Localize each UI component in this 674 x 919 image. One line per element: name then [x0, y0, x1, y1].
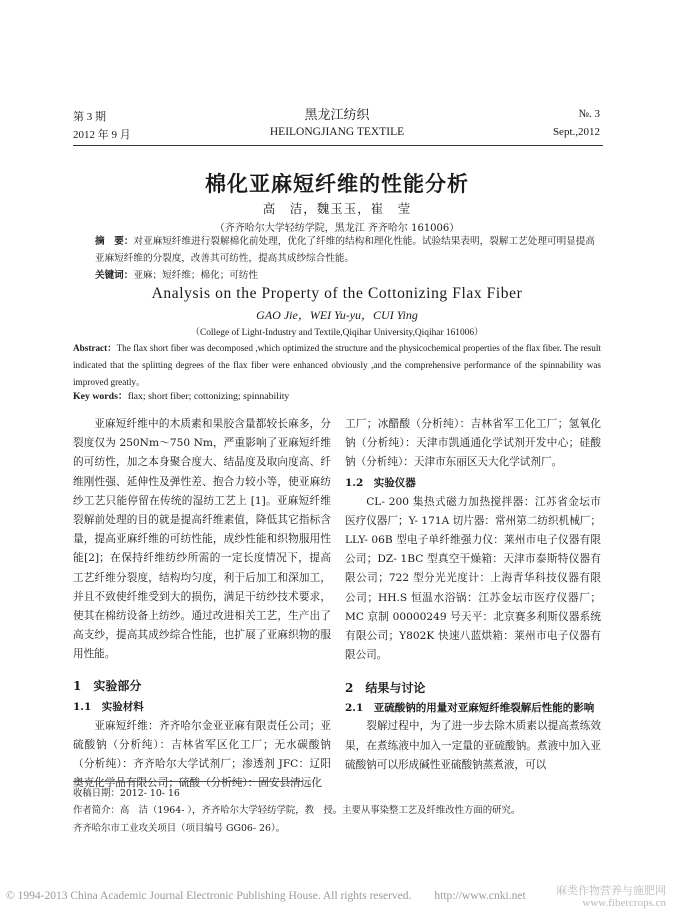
watermark-cn: 麻类作物营养与施肥网 — [556, 884, 666, 897]
keywords-cn — [95, 267, 258, 281]
section-1-1-heading: 1.1 实验材料 — [73, 700, 144, 713]
section-1-2-heading: 1.2 实验仪器 — [345, 476, 416, 489]
header-rule — [73, 145, 603, 146]
keywords-cn-label: 关键词： — [95, 270, 134, 281]
copyright-line: © 1994-2013 China Academic Journal Electronic Publishing House. All rights reserved. http://www.cnki.net — [6, 890, 526, 902]
authors-en: GAO Jie，WEI Yu-yu，CUI Ying — [256, 308, 418, 322]
section-2-1-paragraph: 裂解过程中，为了进一步去除木质素以提高煮练效果，在煮练液中加入一定量的亚硫酸钠。煮液中加入亚硫酸钠可以形成碱性亚硫酸钠蒸煮液，可以 — [345, 720, 601, 771]
journal-name-cn: 黑龙江纺织 — [304, 108, 370, 123]
section-1-heading: 1 实验部分 — [73, 678, 142, 693]
right-column — [345, 415, 601, 775]
section-2-1-heading: 2.1 亚硫酸钠的用量对亚麻短纤维裂解后性能的影响 — [345, 702, 595, 715]
abstract-cn-label: 摘 要： — [95, 236, 134, 247]
issue-no: №. 3 — [578, 108, 600, 120]
issue-month-en: Sept.,2012 — [552, 126, 600, 138]
footnote-rule — [73, 781, 303, 782]
abstract-cn — [95, 233, 595, 267]
section-2-heading: 2 结果与讨论 — [345, 681, 426, 696]
journal-name-en: HEILONGJIANG TEXTILE — [269, 126, 405, 138]
paper-title-en: Analysis on the Property of the Cottonizing Flax Fiber — [151, 285, 523, 302]
paper-title-cn: 棉化亚麻短纤维的性能分析 — [205, 171, 469, 196]
watermark — [556, 884, 666, 910]
affiliation-en: （College of Light-Industry and Textile,Qiqihar University,Qiqihar 161006） — [190, 328, 484, 338]
keywords-en-text: flax; short fiber; cottonizing; spinnability — [127, 391, 290, 402]
abstract-cn-text: 对亚麻短纤维进行裂解棉化前处理，优化了纤维的结构和理化性能。试验结果表明，裂解工艺处理可明显提高亚麻短纤维的分裂度，改善其可纺性，提高其成纱综合性能。 — [95, 236, 596, 264]
affiliation-cn: （齐齐哈尔大学轻纺学院，黑龙江 齐齐哈尔 161006） — [214, 223, 460, 234]
instruments-paragraph: CL- 200 集热式磁力加热搅拌器：江苏省金坛市医疗仪器厂；Y- 171A 切片器：常州第二纺织机械厂；LLY- 06B 型电子单纤维强力仪：莱州市电子仪器有限公司；DZ- 1BC 型真空干燥箱：天津市泰斯特仪器有限公司；722 型分光光度计：上海青华科技仪器有限公司；HH.S 恒温水浴锅：江苏金坛市医疗仪器厂；MC 京制 00000249 号天平：北京赛多利斯仪器系统有限公司；Y802K 快速八蓝烘箱：莱州市电子仪器有限公司。 — [345, 495, 601, 662]
materials-continued: 工厂；冰醋酸（分析纯）：吉林省军工化工厂；氢氧化钠（分析纯）：天津市凯通通化学试剂开发中心；硅酸钠（分析纯）：天津市东丽区天大化学试剂厂。 — [345, 418, 601, 469]
keywords-cn-text: 亚麻；短纤维；棉化；可纺性 — [133, 270, 259, 281]
watermark-url: www.fibercrops.cn — [582, 897, 666, 909]
abstract-en-label: Abstract： — [73, 343, 117, 353]
abstract-en — [73, 340, 601, 391]
issue-number: 第 3 期 — [73, 111, 106, 123]
authors-cn: 高 洁，魏玉玉，崔 莹 — [262, 201, 412, 216]
author-bio: 作者简介：高 洁（1964- ），齐齐哈尔大学轻纺学院，教 授。主要从事染整工艺及纤维改性方面的研究。 — [73, 805, 521, 816]
left-column — [73, 415, 331, 793]
materials-paragraph: 亚麻短纤维：齐齐哈尔金亚亚麻有限责任公司；亚硫酸钠（分析纯）：吉林省军区化工厂；无水碳酸钠（分析纯）：齐齐哈尔大学试剂厂；渗透剂 JFC：辽阳奥克化学品有限公司；硫酸（分析纯）：固安县清远化 — [73, 719, 331, 790]
abstract-en-text: The flax short fiber was decomposed ,which optimized the structure and the physicochemical properties of the flax fiber. The result indicated that the splitting degrees of the flax fiber were enhanced obviously ,and the comprehensive performance of the spinnability was improved greatly。 — [73, 343, 601, 387]
received-date: 收稿日期：2012- 10- 16 — [73, 788, 180, 799]
issue-date: 2012 年 9 月 — [73, 129, 131, 141]
keywords-en — [73, 388, 289, 402]
fund-info: 齐齐哈尔市工业攻关项目（项目编号 GG06- 26）。 — [73, 823, 286, 834]
intro-paragraph: 亚麻短纤维中的木质素和果胶含量都较长麻多，分裂度仅为 250Nm～750 Nm，严重影响了亚麻短纤维的可纺性，加之本身聚合度大、结晶度及取向度高、纤维刚性强、延伸性及弹性差、抱合力较小等，使亚麻纺纱工艺只能停留在传统的湿纺工艺上 [1]。亚麻短纤维裂解前处理的目的就是提高纤维素值，降低其它指标含量，提高亚麻纤维的可纺性能，成纱性能和织物服用性能[2]；在保持纤维纺纱所需的一定长度情况下，提高工艺纤维分裂度，结构均匀度，利于后加工和深加工，并且不致使纤维受到大的损伤，满足干纺纱技术要求，使其在棉纺设备上纺纱。通过改进相关工艺，生产出了高支纱，提高其成纱综合性能，也扩展了亚麻织物的服用性能。 — [73, 418, 331, 661]
keywords-en-label: Key words： — [73, 391, 128, 402]
